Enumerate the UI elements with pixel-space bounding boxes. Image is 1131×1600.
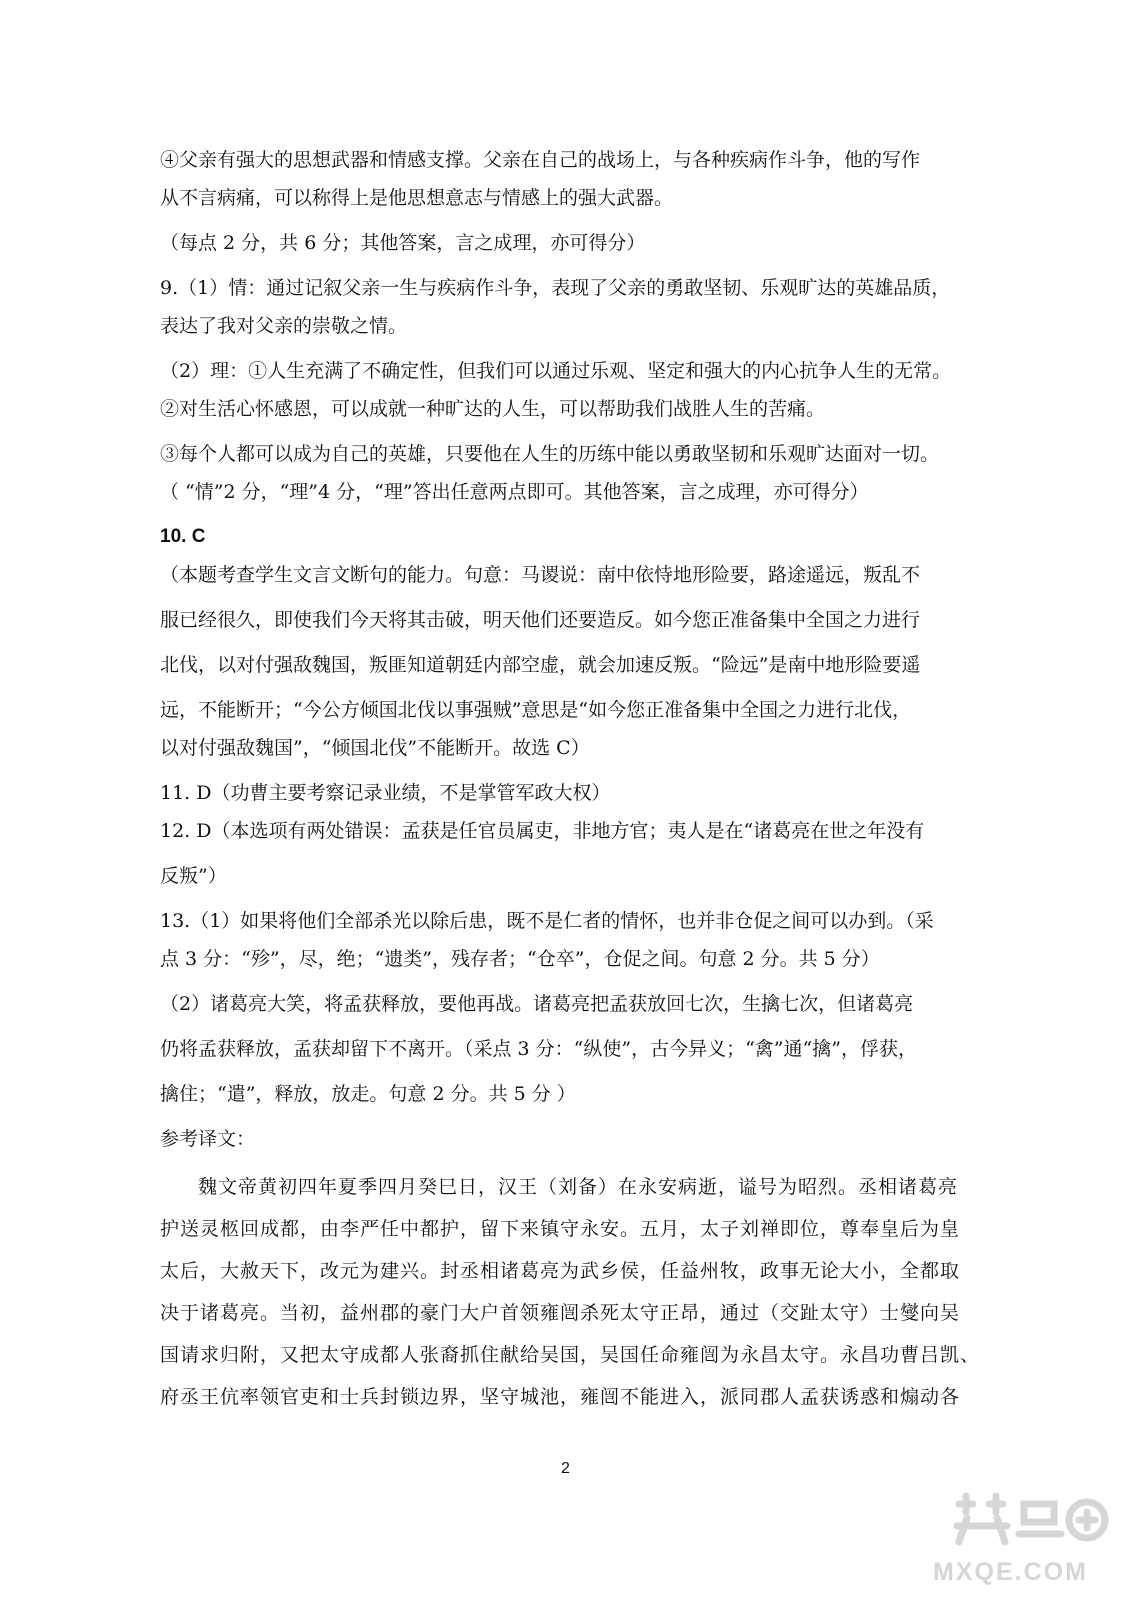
question-12-answer: 12. D（本选项有两处错误：孟获是任官员属吏，非地方官；夷人是在“诸葛亮在世之年没有 [160, 820, 925, 842]
translation-line: 国请求归附，又把太守成都人张裔抓住献给吴国，吴国任命雍闿为永昌太守。永昌功曹吕凯、 [160, 1344, 981, 1366]
translation-line: 魏文帝黄初四年夏季四月癸巳日，汉王（刘备）在永安病逝，谥号为昭烈。丞相诸葛亮 [198, 1176, 959, 1198]
text-line: 表达了我对父亲的崇敬之情。 [160, 315, 408, 337]
text-line: ④父亲有强大的思想武器和情感支撑。父亲在自己的战场上，与各种疾病作斗争，他的写作 [160, 149, 921, 171]
question-13-line: 13.（1）如果将他们全部杀光以除后患，既不是仁者的情怀，也并非仓促之间可以办到。（采 [160, 910, 934, 932]
document-body [160, 141, 990, 1418]
text-line: ②对生活心怀感恩，可以成就一种旷达的人生，可以帮助我们战胜人生的苦痛。 [160, 398, 826, 420]
translation-line: 决于诸葛亮。当初，益州郡的豪门大户首领雍闿杀死太守正昂，通过（交趾太守）士燮向吴 [160, 1302, 961, 1324]
translation-line: 太后，大赦天下，改元为建兴。封丞相诸葛亮为武乡侯，任益州牧，政事无论大小，全都取 [160, 1260, 961, 1282]
translation-heading: 参考译文： [160, 1128, 256, 1150]
watermark-badge-icon [957, 1496, 1105, 1542]
text-line: 从不言病痛，可以称得上是他思想意志与情感上的强大武器。 [160, 187, 674, 209]
text-line: 反叛”） [160, 865, 227, 887]
translation-line: 护送灵柩回成都，由李严任中都护，留下来镇守永安。五月，太子刘禅即位，尊奉皇后为皇 [160, 1218, 961, 1240]
watermark-logo [919, 1474, 1119, 1594]
watermark-text: MXQE.COM [933, 1558, 1088, 1586]
text-line: 仍将孟获释放，孟获却留下不离开。（采点 3 分：“纵使”，古今异义；“禽”通“擒”，俘获， [160, 1038, 917, 1060]
text-line: （2）理：①人生充满了不确定性，但我们可以通过乐观、坚定和强大的内心抗争人生的无常。 [160, 360, 952, 382]
text-line: 点 3 分：“殄”，尽，绝；“遗类”，残存者；“仓卒”，仓促之间。句意 2 分。共 5 分） [160, 948, 880, 970]
scoring-note: （ “情”2 分，“理”4 分，“理”答出任意两点即可。其他答案，言之成理，亦可得分） [160, 481, 869, 503]
question-10-answer: 10. C [160, 526, 206, 547]
text-line: （2）诸葛亮大笑，将孟获释放，要他再战。诸葛亮把孟获放回七次，生擒七次，但诸葛亮 [160, 993, 914, 1015]
text-line: 远，不能断开；“今公方倾国北伐以事强贼”意思是“如今您正准备集中全国之力进行北伐， [160, 699, 912, 721]
text-line: （本题考查学生文言文断句的能力。句意：马谡说：南中依恃地形险要，路途遥远，叛乱不 [160, 564, 921, 586]
page-number: 2 [561, 1460, 570, 1477]
text-line: 擒住；“遣”，释放，放走。句意 2 分。共 5 分 ） [160, 1083, 576, 1105]
text-line: 以对付强敌魏国”，“倾国北伐”不能断开。故选 C） [160, 737, 590, 759]
text-line: ③每个人都可以成为自己的英雄，只要他在人生的历练中能以勇敢坚韧和乐观旷达面对一切。 [160, 443, 940, 465]
text-line: 服已经很久，即使我们今天将其击破，明天他们还要造反。如今您正准备集中全国之力进行 [160, 609, 921, 631]
question-9-line: 9.（1）情：通过记叙父亲一生与疾病作斗争，表现了父亲的勇敢坚韧、乐观旷达的英雄品质， [160, 277, 951, 299]
question-11-answer: 11. D（功曹主要考察记录业绩，不是掌管军政大权） [160, 782, 611, 804]
text-line: 北伐，以对付强敌魏国，叛匪知道朝廷内部空虚，就会加速反叛。“险远”是南中地形险要遥 [160, 654, 921, 676]
translation-block [160, 1166, 990, 1418]
translation-line: 府丞王伉率领官吏和士兵封锁边界，坚守城池，雍闿不能进入，派同郡人孟获诱惑和煽动各 [160, 1386, 961, 1408]
scoring-note: （每点 2 分，共 6 分；其他答案，言之成理，亦可得分） [160, 232, 646, 254]
